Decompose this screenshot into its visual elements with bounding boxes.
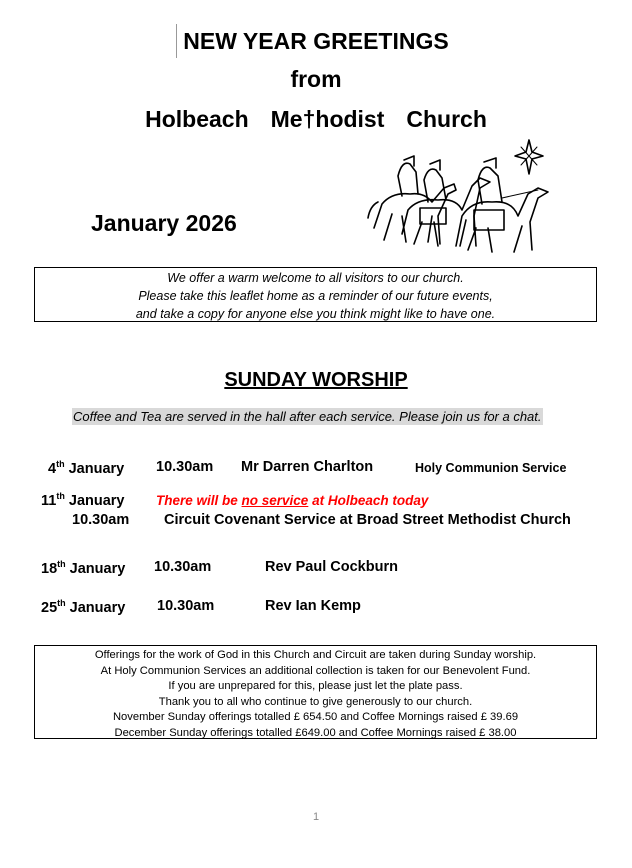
- service-leader: Rev Paul Cockburn: [265, 559, 398, 575]
- coffee-note: Coffee and Tea are served in the hall after each service. Please join us for a chat.: [73, 409, 542, 424]
- service-date: 11th January: [41, 491, 125, 509]
- title-church-name: [0, 106, 632, 133]
- service-note: Holy Communion Service: [415, 461, 567, 475]
- offerings-line: If you are unprepared for this, please just let the plate pass.: [168, 680, 463, 693]
- church-word-church: Church: [406, 106, 487, 132]
- welcome-line: and take a copy for anyone else you think might like to have one.: [135, 307, 496, 321]
- rider-1: [398, 156, 418, 196]
- church-word-methodist: Me†hodist: [270, 106, 385, 132]
- page-number: 1: [312, 811, 320, 823]
- service-time: 10.30am: [154, 559, 212, 575]
- offerings-line: Offerings for the work of God in this Church and Circuit are taken during Sunday worship.: [94, 649, 537, 661]
- offerings-line: Thank you to all who continue to give generously to our church.: [158, 695, 473, 708]
- wise-men-camels-image: [362, 136, 552, 254]
- church-word-holbeach: Holbeach: [145, 106, 249, 132]
- star-icon: [515, 140, 543, 174]
- title-from: from: [290, 66, 342, 92]
- service-date: 4th January: [48, 459, 125, 477]
- rider-2: [424, 160, 446, 202]
- welcome-box: [34, 267, 597, 322]
- sunday-worship-heading: SUNDAY WORSHIP: [224, 369, 408, 391]
- cross-icon: †: [302, 106, 316, 132]
- welcome-line: Please take this leaflet home as a reminder of our future events,: [138, 289, 493, 303]
- service-date: 18th January: [41, 559, 126, 577]
- offerings-box: [34, 645, 597, 739]
- camel-2: [402, 178, 490, 246]
- offerings-line: December Sunday offerings totalled £649.00 and Coffee Mornings raised £ 38.00: [114, 726, 517, 739]
- service-leader: Rev Ian Kemp: [265, 598, 361, 614]
- camel-1: [368, 184, 456, 244]
- service-leader: Mr Darren Charlton: [241, 459, 374, 475]
- service-date: 25th January: [41, 598, 126, 616]
- offerings-line: November Sunday offerings totalled £ 654.50 and Coffee Mornings raised £ 39.69: [112, 711, 519, 724]
- service-detail: Circuit Covenant Service at Broad Street Methodist Church: [164, 512, 571, 528]
- no-service-notice: There will be no service at Holbeach today: [156, 493, 429, 508]
- month-heading: January 2026: [91, 210, 237, 236]
- service-time: 10.30am: [72, 512, 130, 528]
- title-greetings: NEW YEAR GREETINGS: [183, 28, 449, 54]
- welcome-line: We offer a warm welcome to all visitors to our church.: [167, 271, 464, 285]
- offerings-line: At Holy Communion Services an additional collection is taken for our Benevolent Fund.: [100, 664, 531, 677]
- service-time: 10.30am: [156, 459, 214, 475]
- service-time: 10.30am: [157, 598, 215, 614]
